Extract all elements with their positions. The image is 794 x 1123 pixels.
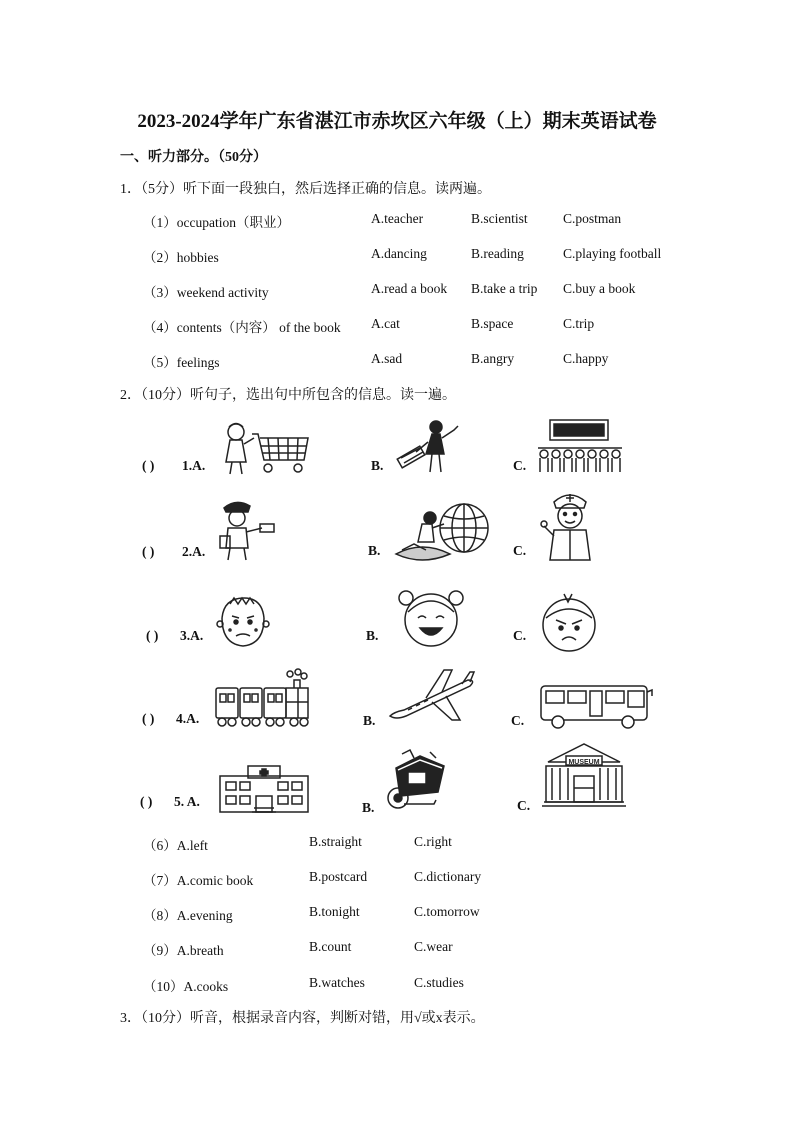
option-c-label: C. (513, 543, 527, 558)
answer-blank[interactable]: ( ) (142, 544, 155, 559)
shopping-cart-girl-icon[interactable] (218, 420, 310, 476)
q1-option-a[interactable]: A.cat (371, 316, 400, 331)
answer-blank[interactable]: ( ) (146, 628, 159, 643)
q1-row-label: （4）contents（内容） of the book (143, 320, 341, 335)
train-icon[interactable] (214, 668, 310, 728)
q2-option-a[interactable]: （6）A.left (143, 838, 208, 853)
option-b-label: B. (371, 458, 384, 473)
book-cinema-icon[interactable] (384, 748, 450, 810)
q2-option-a[interactable]: （9）A.breath (143, 943, 224, 958)
answer-blank[interactable]: ( ) (142, 711, 155, 726)
option-c-label: C. (513, 628, 527, 643)
option-b-label: B. (368, 543, 381, 558)
item-number: 2.A. (182, 544, 206, 559)
q1-option-b[interactable]: B.reading (471, 246, 524, 261)
option-c-label: C. (511, 713, 525, 728)
option-c-label: C. (513, 458, 527, 473)
answer-blank[interactable]: ( ) (142, 458, 155, 473)
q1-option-b[interactable]: B.space (471, 316, 514, 331)
q1-option-a[interactable]: A.sad (371, 351, 403, 366)
q2-option-a[interactable]: （8）A.evening (143, 908, 233, 923)
cinema-audience-icon[interactable] (536, 418, 624, 474)
q1-row-label: （2）hobbies (143, 250, 219, 265)
q2-option-a[interactable]: （10）A.cooks (143, 979, 229, 994)
airplane-icon[interactable] (386, 666, 476, 726)
happy-girl-face-icon[interactable] (396, 586, 466, 650)
q1-option-a[interactable]: A.teacher (371, 211, 424, 226)
q2-option-c[interactable]: C.right (414, 834, 452, 849)
q2-option-c[interactable]: C.tomorrow (414, 904, 480, 919)
item-number: 3.A. (180, 628, 204, 643)
item-number: 4.A. (176, 711, 200, 726)
q2-option-b[interactable]: B.straight (309, 834, 362, 849)
q1-option-b[interactable]: B.scientist (471, 211, 528, 226)
q1-option-c[interactable]: C.trip (563, 316, 595, 331)
q1-option-c[interactable]: C.postman (563, 211, 622, 226)
hospital-icon[interactable] (218, 764, 310, 814)
q1-option-a[interactable]: A.dancing (371, 246, 427, 261)
museum-icon[interactable] (542, 740, 626, 810)
angry-boy-face-icon[interactable] (538, 592, 600, 654)
doctor-icon[interactable] (540, 490, 600, 566)
q1-option-b[interactable]: B.angry (471, 351, 515, 366)
option-c-label: C. (517, 798, 531, 813)
q2-option-b[interactable]: B.tonight (309, 904, 360, 919)
q1-row-label: （1）occupation（职业） (143, 215, 290, 230)
q1-option-c[interactable]: C.buy a book (563, 281, 636, 296)
bus-icon[interactable] (538, 682, 654, 730)
question-3-stem: 3．（10分）听音，根据录音内容，判断对错，用√或x表示。 (120, 1011, 485, 1026)
q2-option-c[interactable]: C.dictionary (414, 869, 482, 884)
q2-option-b[interactable]: B.count (309, 939, 352, 954)
page-title: 2023-2024学年广东省湛江市赤坎区六年级（上）期末英语试卷 (137, 111, 657, 132)
traveler-luggage-icon[interactable] (396, 418, 464, 474)
scientist-globe-icon[interactable] (392, 498, 494, 570)
q2-option-c[interactable]: C.wear (414, 939, 453, 954)
item-number: 1.A. (182, 458, 206, 473)
question-2-stem: 2．（10分）听句子，选出句中所包含的信息。读一遍。 (120, 388, 456, 403)
q2-option-c[interactable]: C.studies (414, 975, 464, 990)
option-b-label: B. (366, 628, 379, 643)
section-heading-listening: 一、听力部分。（50分） (120, 150, 267, 165)
q1-row-label: （3）weekend activity (143, 285, 269, 300)
item-number: 5. A. (174, 794, 200, 809)
worried-boy-face-icon[interactable] (216, 594, 270, 650)
q1-option-a[interactable]: A.read a book (371, 281, 448, 296)
q1-row-label: （5）feelings (143, 355, 220, 370)
q1-option-c[interactable]: C.happy (563, 351, 609, 366)
q2-option-b[interactable]: B.watches (309, 975, 365, 990)
option-b-label: B. (362, 800, 375, 815)
answer-blank[interactable]: ( ) (140, 794, 153, 809)
q1-option-c[interactable]: C.playing football (563, 246, 662, 261)
postman-icon[interactable] (218, 498, 278, 562)
option-b-label: B. (363, 713, 376, 728)
question-1-stem: 1．（5分）听下面一段独白，然后选择正确的信息。读两遍。 (120, 182, 491, 197)
museum-sign-text: MUSEUM (568, 759, 600, 766)
q2-option-b[interactable]: B.postcard (309, 869, 368, 884)
q2-option-a[interactable]: （7）A.comic book (143, 873, 254, 888)
q1-option-b[interactable]: B.take a trip (471, 281, 538, 296)
